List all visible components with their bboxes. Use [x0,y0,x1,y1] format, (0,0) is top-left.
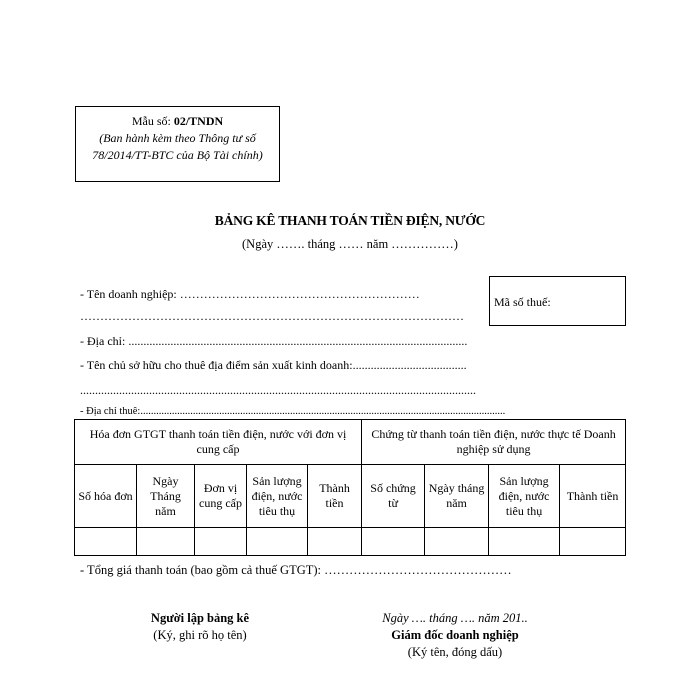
rental-address-field: - Địa chỉ thuê:........................................................................................................................................... [80,406,506,417]
director-signature-block [360,610,550,661]
table-cell [308,528,362,556]
form-issued-note: (Ban hành kèm theo Thông tư số 78/2014/TT-BTC của Bộ Tài chính) [92,131,263,162]
table-cell [247,528,308,556]
form-code-value: 02/TNDN [173,114,224,128]
col-voucher-number: Số chứng từ [362,465,425,528]
payment-table [74,419,626,556]
address-field: - Địa chỉ: ................................................................................................................. [80,334,468,348]
col-voucher-consumption: Sản lượng điện, nước tiêu thụ [489,465,560,528]
col-invoice-number: Số hóa đơn [75,465,137,528]
actual-voucher-group-header: Chứng từ thanh toán tiền điện, nước thực tế Doanh nghiệp sử dụng [362,420,626,465]
preparer-signature-block [115,610,285,644]
col-invoice-amount: Thành tiền [308,465,362,528]
table-row [75,528,626,556]
business-name-continuation: …………………………………………………………………………………… [80,309,464,323]
signature-date: Ngày …. tháng …. năm 201.. [382,611,528,625]
director-note: (Ký tên, đóng dấu) [407,645,503,659]
table-cell [75,528,137,556]
table-cell [489,528,560,556]
table-cell [425,528,489,556]
tax-code-box [489,276,626,326]
preparer-title: Người lập bảng kê [150,611,250,625]
document-date: (Ngày ……. tháng …… năm ……………) [242,237,458,251]
owner-field: - Tên chủ sở hữu cho thuê địa điểm sản xuất kinh doanh:...................................... [80,358,467,372]
director-title: Giám đốc doanh nghiệp [391,628,519,642]
col-supplier: Đơn vị cung cấp [195,465,247,528]
col-invoice-date: Ngày Tháng năm [137,465,195,528]
vat-invoice-group-header: Hóa đơn GTGT thanh toán tiền điện, nước với đơn vị cung cấp [75,420,362,465]
table-cell [137,528,195,556]
form-code-label: Mẫu số: [131,114,174,128]
table-cell [362,528,425,556]
col-voucher-date: Ngày tháng năm [425,465,489,528]
total-payment-field: - Tổng giá thanh toán (bao gồm cả thuế GTGT): ……………………………………… [80,563,512,577]
col-invoice-consumption: Sản lượng điện, nước tiêu thụ [247,465,308,528]
preparer-note: (Ký, ghi rõ họ tên) [153,628,247,642]
owner-continuation: .................................................................................................................................... [80,383,476,397]
form-code-box [75,106,280,182]
table-cell [560,528,626,556]
business-name-field: - Tên doanh nghiệp: …………………………………………………… [80,287,420,301]
table-cell [195,528,247,556]
col-voucher-amount: Thành tiền [560,465,626,528]
form-code [76,113,279,130]
tax-code-label: Mã số thuế: [494,295,551,309]
document-title: BẢNG KÊ THANH TOÁN TIỀN ĐIỆN, NƯỚC [214,213,486,228]
